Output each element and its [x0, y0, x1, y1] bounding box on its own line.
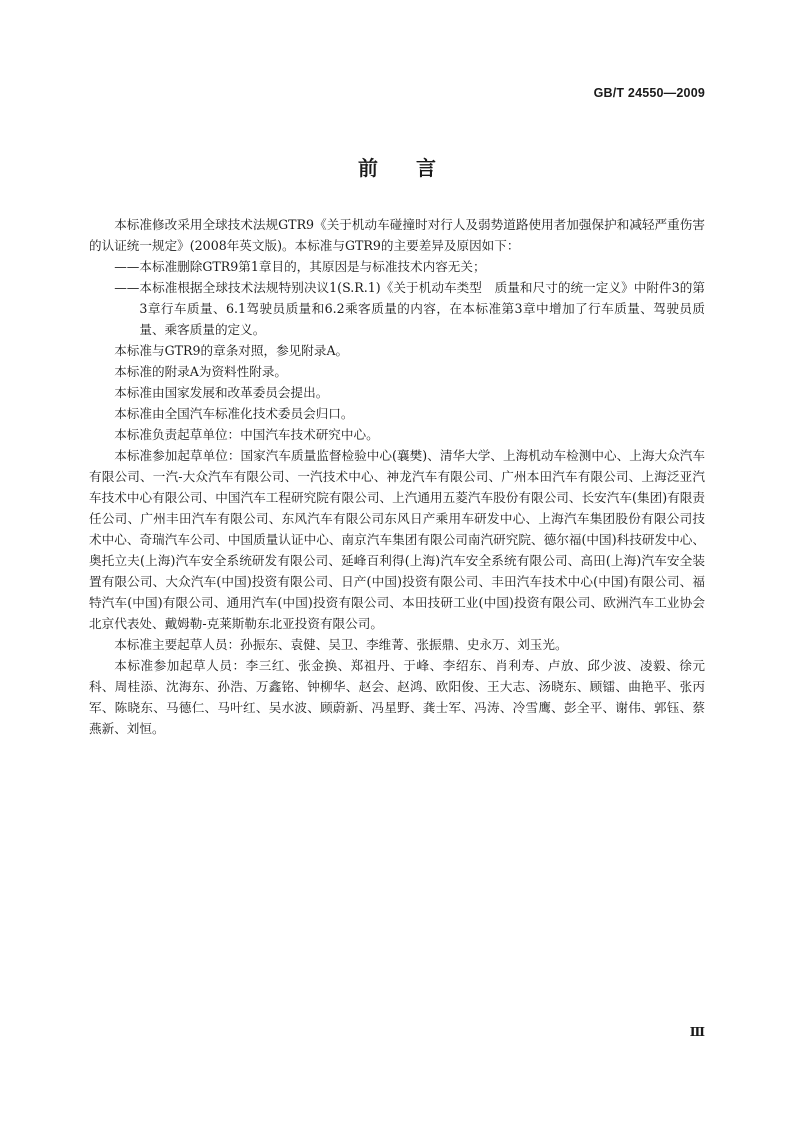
paragraph-drafting-org: 本标准负责起草单位：中国汽车技术研究中心。: [114, 427, 379, 442]
paragraph-clause-correspondence: 本标准与GTR9的章条对照，参见附录A。: [114, 343, 349, 358]
difference-item-1: [89, 256, 705, 277]
paragraph-annex: 本标准的附录A为资料性附录。: [114, 364, 288, 379]
paragraph-centralized: 本标准由全国汽车标准化技术委员会归口。: [114, 406, 354, 421]
paragraph-proposer: 本标准由国家发展和改革委员会提出。: [114, 385, 329, 400]
page-title: 前言: [358, 156, 474, 180]
difference-item-1-text: ——本标准删除GTR9第1章目的，其原因是与标准技术内容无关；: [114, 259, 486, 274]
difference-item-2-text: ——本标准根据全球技术法规特别决议1(S.R.1)《关于机动车类型 质量和尺寸的统一定义》中附件3的第3章行车质量、6.1驾驶员质量和6.2乘客质量的内容，在本标准第3章中增加了行车质量、驾驶员质量、乘客质量的定义。: [114, 280, 705, 337]
foreword-body: [89, 214, 705, 739]
standard-code: GB/T 24550—2009: [593, 86, 705, 100]
difference-item-2: [89, 277, 705, 340]
paragraph-adoption: 本标准修改采用全球技术法规GTR9《关于机动车碰撞时对行人及弱势道路使用者加强保护和减轻严重伤害的认证统一规定》(2008年英文版)。本标准与GTR9的主要差异及原因如下：: [89, 217, 705, 253]
paragraph-participating-drafters: 本标准参加起草人员：李三红、张金换、郑祖丹、于峰、李绍东、肖利寿、卢放、邱少波、凌毅、徐元科、周桂添、沈海东、孙浩、万鑫铭、钟柳华、赵会、赵鸿、欧阳俊、王大志、汤晓东、顾镭、曲艳平、张丙军、陈晓东、马德仁、马叶红、吴水波、顾蔚新、冯星野、龚士军、冯涛、冷雪鹰、彭全平、谢伟、郭钰、蔡燕新、刘恒。: [89, 658, 705, 736]
paragraph-main-drafters: 本标准主要起草人员：孙振东、袁健、吴卫、李维菁、张振鼎、史永万、刘玉光。: [114, 637, 568, 652]
page-number: Ⅲ: [689, 1025, 705, 1039]
paragraph-participating-orgs: 本标准参加起草单位：国家汽车质量监督检验中心(襄樊)、清华大学、上海机动车检测中心、上海大众汽车有限公司、一汽-大众汽车有限公司、一汽技术中心、神龙汽车有限公司、广州本田汽车有限公司、上海泛亚汽车技术中心有限公司、中国汽车工程研究院有限公司、上汽通用五菱汽车股份有限公司、长安汽车(集团)有限责任公司、广州丰田汽车有限公司、东风汽车有限公司东风日产乘用车研发中心、上海汽车集团股份有限公司技术中心、奇瑞汽车公司、中国质量认证中心、南京汽车集团有限公司南汽研究院、德尔福(中国)科技研发中心、奥托立夫(上海)汽车安全系统研发有限公司、延峰百利得(上海)汽车安全系统有限公司、高田(上海)汽车安全装置有限公司、大众汽车(中国)投资有限公司、日产(中国)投资有限公司、丰田汽车技术中心(中国)有限公司、福特汽车(中国)有限公司、通用汽车(中国)投资有限公司、本田技研工业(中国)投资有限公司、欧洲汽车工业协会北京代表处、戴姆勒-克莱斯勒东北亚投资有限公司。: [89, 448, 705, 631]
